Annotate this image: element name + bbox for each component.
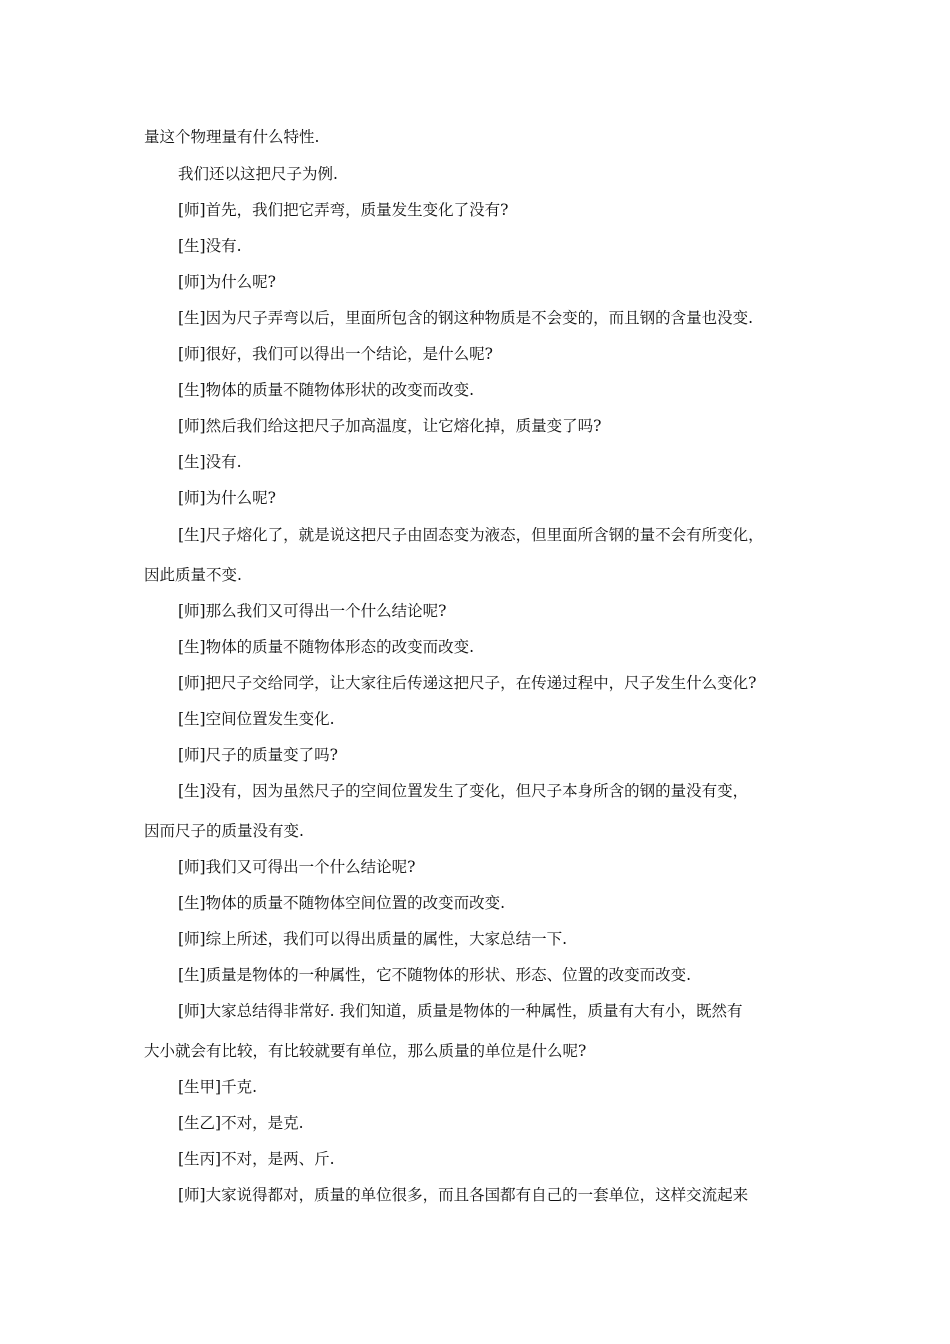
line-text: [师]为什么呢? bbox=[178, 489, 276, 507]
line-text: 因此质量不变. bbox=[144, 566, 242, 584]
line-text: [师]尺子的质量变了吗? bbox=[178, 746, 338, 764]
line-text: 我们还以这把尺子为例. bbox=[178, 165, 338, 183]
line-text: [师]那么我们又可得出一个什么结论呢? bbox=[178, 602, 447, 620]
line-text: [生]空间位置发生变化. bbox=[178, 710, 335, 728]
line-text: [师]综上所述，我们可以得出质量的属性，大家总结一下. bbox=[178, 930, 568, 948]
line-text: [生]质量是物体的一种属性，它不随物体的形状、形态、位置的改变而改变. bbox=[178, 966, 692, 984]
line-text: [生]因为尺子弄弯以后，里面所包含的钢这种物质是不会变的，而且钢的含量也没变. bbox=[178, 309, 754, 327]
line-text: [师]我们又可得出一个什么结论呢? bbox=[178, 858, 416, 876]
line-text: [生甲]千克. bbox=[178, 1078, 258, 1096]
line-text: [师]大家总结得非常好. 我们知道，质量是物体的一种属性，质量有大有小，既然有 bbox=[178, 1002, 743, 1020]
line-text: [生]尺子熔化了，就是说这把尺子由固态变为液态，但里面所含钢的量不会有所变化， bbox=[178, 526, 764, 544]
line-text: 量这个物理量有什么特性. bbox=[144, 128, 320, 146]
line-text: [生乙]不对，是克. bbox=[178, 1114, 304, 1132]
line-text: [师]把尺子交给同学，让大家往后传递这把尺子，在传递过程中，尺子发生什么变化? bbox=[178, 674, 757, 692]
line-text: [师]很好，我们可以得出一个结论，是什么呢? bbox=[178, 345, 493, 363]
line-text: [生]物体的质量不随物体形态的改变而改变. bbox=[178, 638, 475, 656]
line-text: [生]物体的质量不随物体形状的改变而改变. bbox=[178, 381, 475, 399]
line-text: [师]大家说得都对，质量的单位很多，而且各国都有自己的一套单位，这样交流起来 bbox=[178, 1186, 749, 1204]
line-text: [生]没有. bbox=[178, 237, 242, 255]
line-text: 因而尺子的质量没有变. bbox=[144, 822, 304, 840]
line-text: [师]为什么呢? bbox=[178, 273, 276, 291]
line-text: [师]首先，我们把它弄弯，质量发生变化了没有? bbox=[178, 201, 509, 219]
line-text: [生丙]不对，是两、斤. bbox=[178, 1150, 335, 1168]
line-text: [生]没有，因为虽然尺子的空间位置发生了变化，但尺子本身所含的钢的量没有变， bbox=[178, 782, 749, 800]
line-text: [师]然后我们给这把尺子加高温度，让它熔化掉，质量变了吗? bbox=[178, 417, 602, 435]
line-text: [生]物体的质量不随物体空间位置的改变而改变. bbox=[178, 894, 506, 912]
line-text: [生]没有. bbox=[178, 453, 242, 471]
line-text: 大小就会有比较，有比较就要有单位，那么质量的单位是什么呢? bbox=[144, 1042, 587, 1060]
